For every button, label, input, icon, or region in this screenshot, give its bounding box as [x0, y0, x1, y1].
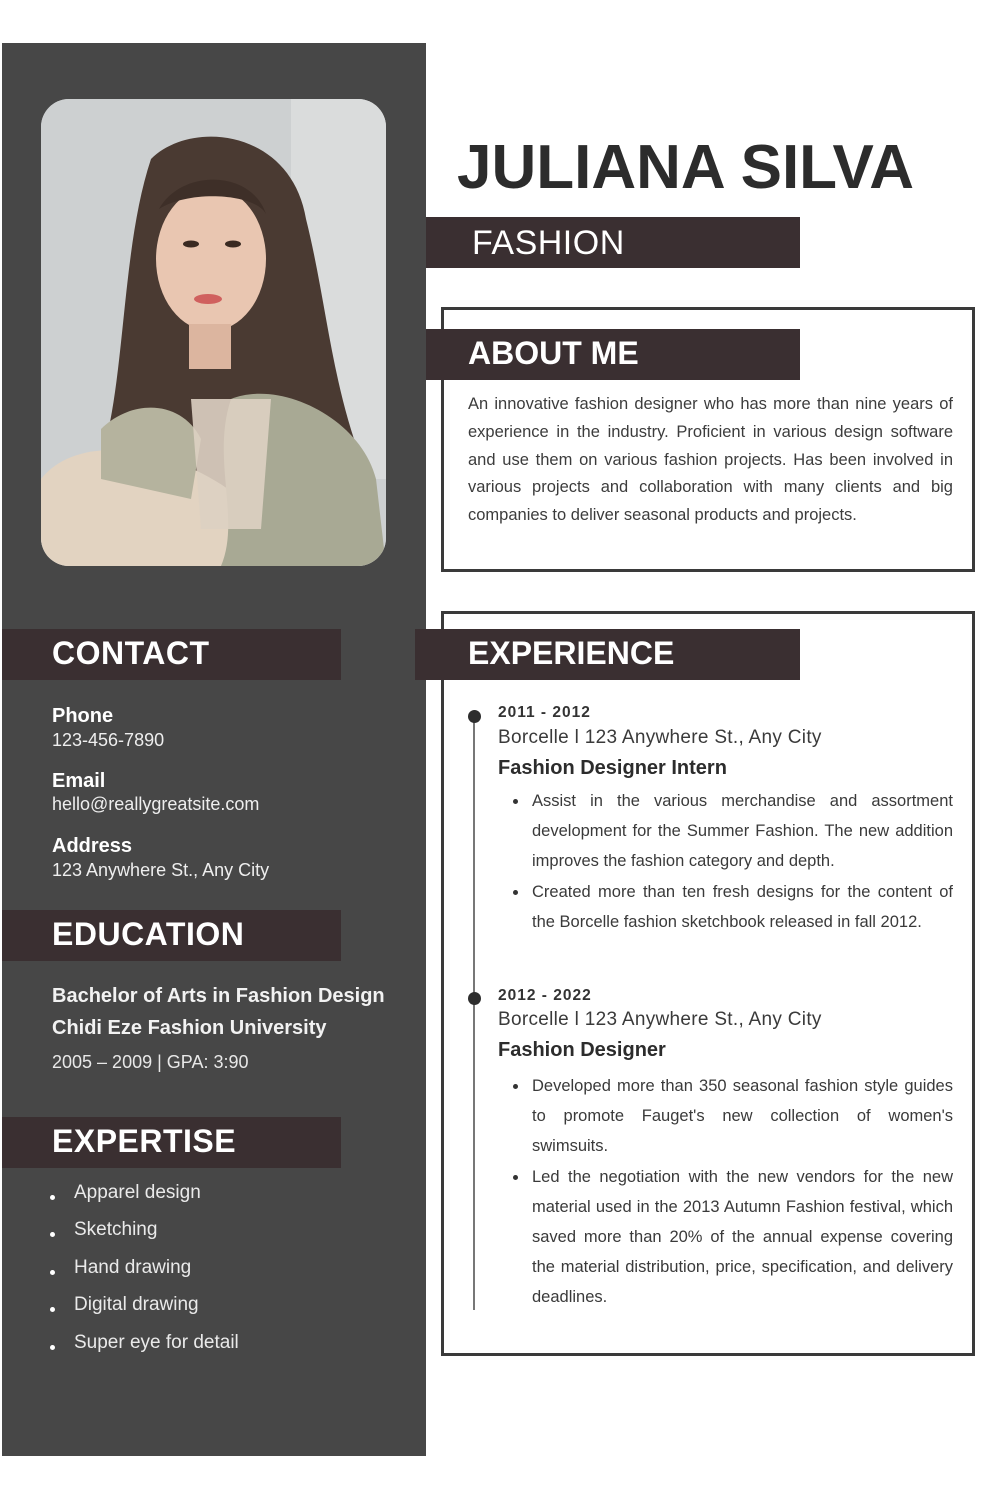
person-name: JULIANA SILVA [457, 133, 914, 202]
address-label: Address [52, 835, 133, 857]
job-title: FASHION DESIGNER [472, 224, 654, 301]
timeline-line [473, 716, 475, 1310]
job-company: Borcelle l 123 Anywhere St., Any City [498, 1009, 822, 1030]
job-date: 2011 - 2012 [498, 704, 591, 721]
expertise-item: Sketching [44, 1215, 239, 1252]
about-header [426, 329, 800, 380]
job-date: 2012 - 2022 [498, 987, 592, 1004]
expertise-item: Hand drawing [44, 1253, 239, 1290]
timeline-dot-icon [468, 710, 481, 723]
expertise-item: Apparel design [44, 1178, 239, 1215]
job-bullet: Assist in the various merchandise and assortment development for the Summer Fashion. The new addition improves the fashion category and depth. [513, 786, 953, 877]
about-heading: ABOUT ME [468, 335, 639, 371]
expertise-header [2, 1117, 341, 1168]
expertise-item: Super eye for detail [44, 1328, 239, 1365]
job-company: Borcelle l 123 Anywhere St., Any City [498, 727, 822, 748]
job-bullet: Developed more than 350 seasonal fashion style guides to promote Fauget's new collection of women's swimsuits. [513, 1071, 953, 1162]
education-heading: EDUCATION [52, 916, 245, 952]
expertise-heading: EXPERTISE [52, 1123, 237, 1159]
profile-photo [41, 99, 386, 566]
job-role: Fashion Designer Intern [498, 757, 727, 779]
expertise-item: Digital drawing [44, 1290, 239, 1327]
phone-label: Phone [52, 705, 114, 727]
education-degree: Bachelor of Arts in Fashion Design [52, 985, 385, 1007]
job-bullets [513, 1071, 953, 1313]
phone-value: 123-456-7890 [52, 730, 165, 750]
job-bullet: Created more than ten fresh designs for the content of the Borcelle fashion sketchbook released in fall 2012. [513, 877, 953, 937]
portrait-image-icon [41, 99, 386, 566]
job-title-bar [426, 217, 800, 301]
address-value: 123 Anywhere St., Any City [52, 860, 270, 880]
education-dates-gpa: 2005 – 2009 | GPA: 3:90 [52, 1052, 249, 1072]
email-label: Email [52, 770, 106, 792]
about-text: An innovative fashion designer who has more than nine years of experience in the industry. Proficient in various design software and use them on various fashion projects. Has been involved in various projects and collaboration with many clients and big companies to deliver seasonal products and projects. [468, 395, 953, 525]
expertise-list [44, 1178, 239, 1365]
contact-heading: CONTACT [52, 635, 210, 671]
experience-header [415, 629, 800, 680]
contact-header [2, 629, 341, 680]
timeline-dot-icon [468, 992, 481, 1005]
job-bullet: Led the negotiation with the new vendors for the new material used in the 2013 Autumn Fashion festival, which saved more than 20% of the annual expense covering the material distribution, price, specification, and delivery deadlines. [513, 1162, 953, 1313]
job-bullets [513, 786, 953, 937]
education-header [2, 910, 341, 961]
email-value: hello@reallygreatsite.com [52, 794, 260, 814]
job-role: Fashion Designer [498, 1039, 666, 1061]
experience-heading: EXPERIENCE [468, 635, 675, 671]
education-school: Chidi Eze Fashion University [52, 1017, 327, 1039]
